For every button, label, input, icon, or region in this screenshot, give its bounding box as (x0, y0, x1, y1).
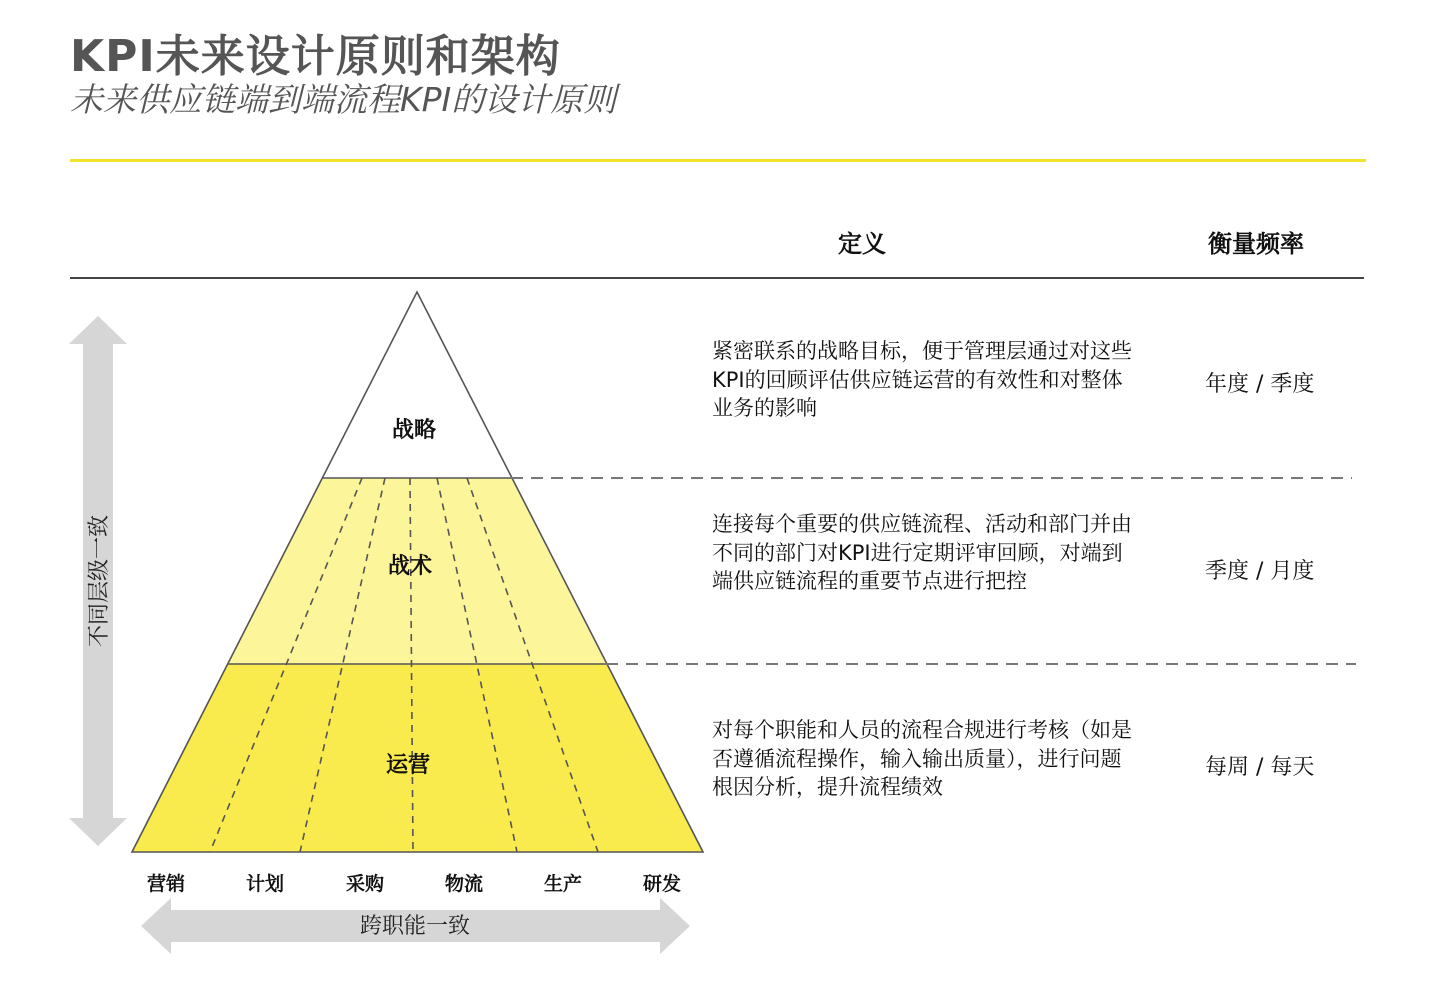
definition-tactical: 连接每个重要的供应链流程、活动和部门并由不同的部门对KPI进行定期评审回顾，对端到端供应链流程的重要节点进行把控 (712, 512, 1132, 593)
function-label-rnd: 研发 (642, 873, 682, 895)
function-label-production: 生产 (543, 873, 583, 895)
function-label-planning: 计划 (245, 873, 285, 895)
definition-strategic: 紧密联系的战略目标，便于管理层通过对这些KPI的回顾评估供应链运营的有效性和对整体业务的影响 (712, 339, 1132, 420)
definition-operational: 对每个职能和人员的流程合规进行考核（如是否遵循流程操作，输入输出质量），进行问题根因分析，提升流程绩效 (712, 718, 1132, 799)
page-subtitle: 未来供应链端到端流程KPI的设计原则 (70, 80, 617, 119)
function-label-procurement: 采购 (345, 873, 385, 895)
layer-label-tactical: 战术 (387, 554, 433, 579)
horizontal-axis-label: 跨职能一致 (359, 914, 471, 939)
layer-label-operational: 运营 (385, 753, 431, 778)
layer-strategic (322, 292, 511, 478)
page-title: KPI未来设计原则和架构 (70, 31, 561, 82)
vertical-axis-label: 不同层级一致 (87, 514, 112, 648)
layer-label-strategic: 战略 (391, 418, 437, 443)
frequency-header: 衡量频率 (1208, 230, 1304, 258)
frequency-tactical: 季度 / 月度 (1205, 559, 1315, 584)
function-label-marketing: 营销 (146, 873, 186, 895)
definition-header: 定义 (838, 230, 886, 258)
frequency-operational: 每周 / 每天 (1205, 755, 1315, 780)
frequency-strategic: 年度 / 季度 (1205, 372, 1315, 397)
function-label-logistics: 物流 (444, 873, 484, 895)
